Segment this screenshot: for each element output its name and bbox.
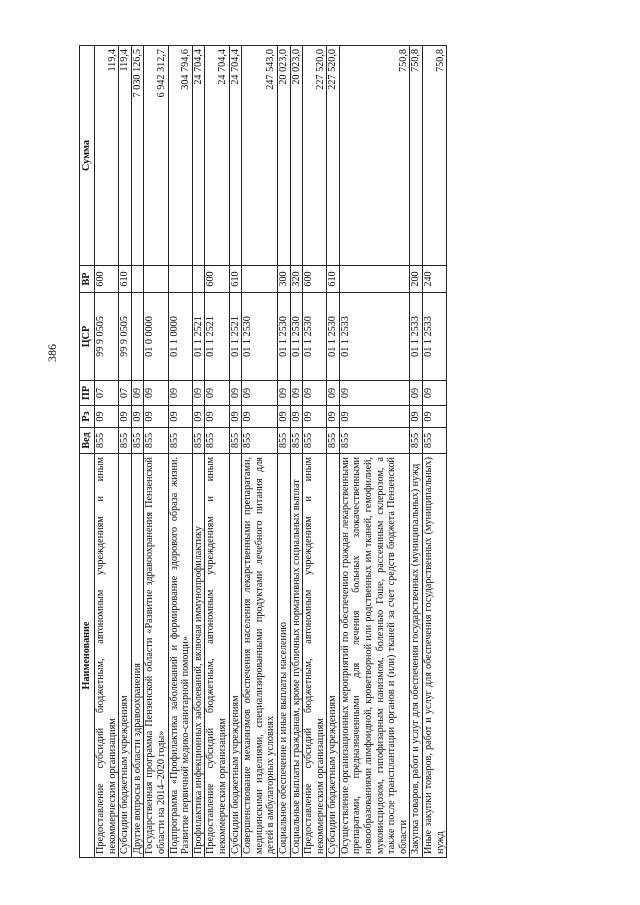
table-row (119, 46, 132, 858)
row-sum-cell: 227 520,0 (327, 46, 340, 266)
budget-table-sheet (79, 46, 563, 858)
row-pr-cell: 09 (192, 381, 205, 406)
row-pr-cell: 09 (277, 381, 290, 406)
row-pr-cell: 07 (119, 381, 132, 406)
row-ved-cell: 855 (144, 428, 168, 454)
row-pr-cell: 09 (242, 381, 278, 406)
row-pr-cell: 07 (95, 381, 119, 406)
row-name-cell: Предоставление субсидий бюджетным, автономным учреждениям и иным некоммерческим организациям (205, 454, 229, 858)
row-name-cell: Социальные выплаты гражданам, кроме публичных нормативных социальных выплат (290, 454, 303, 858)
header-ved: Вед (80, 428, 95, 454)
row-sum-cell: 247 543,0 (242, 46, 278, 266)
row-pr-cell: 09 (327, 381, 340, 406)
row-sum-cell: 750,8 (410, 46, 423, 266)
row-pr-cell: 09 (410, 381, 423, 406)
table-row (423, 46, 447, 858)
row-vr-cell: 610 (229, 266, 242, 293)
table-row (144, 46, 168, 858)
table-row (327, 46, 340, 858)
rotated-page-area (79, 46, 563, 858)
table-row (242, 46, 278, 858)
row-rz-cell: 09 (423, 406, 447, 428)
row-vr-cell: 610 (327, 266, 340, 293)
table-row (277, 46, 290, 858)
row-rz-cell: 09 (229, 406, 242, 428)
table-row (131, 46, 144, 858)
row-ved-cell: 855 (229, 428, 242, 454)
row-csr-cell: 01 1 2530 (277, 293, 290, 381)
header-name: Наименование (80, 454, 95, 858)
row-sum-cell: 750,8 (423, 46, 447, 266)
row-csr-cell: 01 1 2533 (339, 293, 410, 381)
row-rz-cell: 09 (290, 406, 303, 428)
table-row (339, 46, 410, 858)
table-row (410, 46, 423, 858)
header-vr: ВР (80, 266, 95, 293)
row-pr-cell: 09 (205, 381, 229, 406)
row-ved-cell: 855 (277, 428, 290, 454)
row-rz-cell: 09 (168, 406, 192, 428)
row-sum-cell: 24 704,4 (192, 46, 205, 266)
row-csr-cell: 99 9 0505 (95, 293, 119, 381)
row-csr-cell: 01 1 2530 (242, 293, 278, 381)
row-vr-cell: 600 (303, 266, 327, 293)
row-csr-cell: 01 1 2533 (410, 293, 423, 381)
row-vr-cell (192, 266, 205, 293)
header-rz: Рз (80, 406, 95, 428)
row-vr-cell: 240 (423, 266, 447, 293)
row-rz-cell: 09 (410, 406, 423, 428)
header-csr: ЦСР (80, 293, 95, 381)
table-body (95, 46, 447, 858)
budget-table (79, 45, 447, 858)
row-sum-cell: 24 704,4 (205, 46, 229, 266)
row-sum-cell: 304 794,6 (168, 46, 192, 266)
row-name-cell: Закупка товаров, работ и услуг для обеспечения государственных (муниципальных) нужд (410, 454, 423, 858)
header-pr: ПР (80, 381, 95, 406)
row-pr-cell: 09 (144, 381, 168, 406)
row-csr-cell (131, 293, 144, 381)
row-csr-cell: 01 1 2533 (423, 293, 447, 381)
row-sum-cell: 750,8 (339, 46, 410, 266)
row-sum-cell: 20 023,0 (277, 46, 290, 266)
row-vr-cell (242, 266, 278, 293)
row-csr-cell: 01 1 2521 (205, 293, 229, 381)
row-name-cell: Предоставление субсидий бюджетным, автономным учреждениям и иным некоммерческим организациям (95, 454, 119, 858)
row-pr-cell: 09 (303, 381, 327, 406)
row-ved-cell: 855 (205, 428, 229, 454)
row-csr-cell: 01 1 2521 (229, 293, 242, 381)
row-vr-cell (131, 266, 144, 293)
row-vr-cell (339, 266, 410, 293)
row-name-cell: Субсидии бюджетным учреждениям (327, 454, 340, 858)
row-pr-cell: 09 (423, 381, 447, 406)
row-sum-cell: 24 704,4 (229, 46, 242, 266)
row-csr-cell: 01 0 0000 (144, 293, 168, 381)
row-vr-cell (168, 266, 192, 293)
row-name-cell: Совершенствование механизмов обеспечения населения лекарственными препаратами, медицинскими изделиями, специализированными продуктами лечебного питания для детей в амбулаторных условиях (242, 454, 278, 858)
row-ved-cell: 855 (242, 428, 278, 454)
row-ved-cell: 855 (131, 428, 144, 454)
row-pr-cell: 09 (229, 381, 242, 406)
row-rz-cell: 09 (131, 406, 144, 428)
row-csr-cell: 01 1 2530 (290, 293, 303, 381)
table-row (192, 46, 205, 858)
row-name-cell: Государственная программа Пензенской области «Развитие здравоохранения Пензенской области на 2014–2020 годы» (144, 454, 168, 858)
table-row (205, 46, 229, 858)
row-sum-cell: 119,4 (119, 46, 132, 266)
row-vr-cell: 300 (277, 266, 290, 293)
row-rz-cell: 09 (205, 406, 229, 428)
row-sum-cell: 6 942 312,7 (144, 46, 168, 266)
table-header-row (80, 46, 95, 858)
row-rz-cell: 09 (242, 406, 278, 428)
row-csr-cell: 01 1 0000 (168, 293, 192, 381)
row-rz-cell: 09 (119, 406, 132, 428)
row-ved-cell: 855 (192, 428, 205, 454)
row-name-cell: Подпрограмма «Профилактика заболеваний и формирование здорового образа жизни. Развитие первичной медико-санитарной помощи» (168, 454, 192, 858)
table-row (168, 46, 192, 858)
row-rz-cell: 09 (144, 406, 168, 428)
row-ved-cell: 855 (95, 428, 119, 454)
row-vr-cell: 200 (410, 266, 423, 293)
row-name-cell: Осуществление организационных мероприятий по обеспечению граждан лекарственными препаратами, предназначенными для лечения больных злокачественными новообразованиями лимфоидной, кроветворной или родственных им тканей, гемофилией, муковисцидозом, гипофизарным нанизмом, болезнью Гоше, рассеянным склерозом, а также после трансплантации органов и (или) тканей за счет средств бюджета Пензенской области (339, 454, 410, 858)
row-vr-cell (144, 266, 168, 293)
row-pr-cell: 09 (168, 381, 192, 406)
table-row (303, 46, 327, 858)
row-ved-cell: 855 (290, 428, 303, 454)
row-vr-cell: 600 (95, 266, 119, 293)
row-sum-cell: 227 520,0 (303, 46, 327, 266)
row-rz-cell: 09 (277, 406, 290, 428)
row-name-cell: Субсидии бюджетным учреждениям (229, 454, 242, 858)
row-name-cell: Другие вопросы в области здравоохранения (131, 454, 144, 858)
row-ved-cell: 855 (410, 428, 423, 454)
row-vr-cell: 600 (205, 266, 229, 293)
table-row (290, 46, 303, 858)
row-vr-cell: 320 (290, 266, 303, 293)
row-csr-cell: 01 1 2521 (192, 293, 205, 381)
row-sum-cell: 7 030 126,5 (131, 46, 144, 266)
row-csr-cell: 01 1 2530 (327, 293, 340, 381)
row-rz-cell: 09 (303, 406, 327, 428)
row-csr-cell: 99 9 0505 (119, 293, 132, 381)
row-sum-cell: 119,4 (95, 46, 119, 266)
row-pr-cell: 09 (131, 381, 144, 406)
row-pr-cell: 09 (339, 381, 410, 406)
row-vr-cell: 610 (119, 266, 132, 293)
page-number: 386 (45, 344, 59, 362)
row-name-cell: Профилактика инфекционных заболеваний, включая иммунопрофилактику (192, 454, 205, 858)
row-rz-cell: 09 (327, 406, 340, 428)
row-csr-cell: 01 1 2530 (303, 293, 327, 381)
row-ved-cell: 855 (423, 428, 447, 454)
row-name-cell: Субсидии бюджетным учреждениям (119, 454, 132, 858)
row-name-cell: Социальное обеспечение и иные выплаты населению (277, 454, 290, 858)
row-ved-cell: 855 (303, 428, 327, 454)
row-ved-cell: 855 (327, 428, 340, 454)
table-row (95, 46, 119, 858)
row-name-cell: Предоставление субсидий бюджетным, автономным учреждениям и иным некоммерческим организациям (303, 454, 327, 858)
table-row (229, 46, 242, 858)
row-rz-cell: 09 (339, 406, 410, 428)
row-ved-cell: 855 (168, 428, 192, 454)
row-pr-cell: 09 (290, 381, 303, 406)
row-name-cell: Иные закупки товаров, работ и услуг для обеспечения государственных (муниципальных) нужд (423, 454, 447, 858)
row-sum-cell: 20 023,0 (290, 46, 303, 266)
row-rz-cell: 09 (95, 406, 119, 428)
row-rz-cell: 09 (192, 406, 205, 428)
row-ved-cell: 855 (339, 428, 410, 454)
row-ved-cell: 855 (119, 428, 132, 454)
header-sum: Сумма (80, 46, 95, 266)
